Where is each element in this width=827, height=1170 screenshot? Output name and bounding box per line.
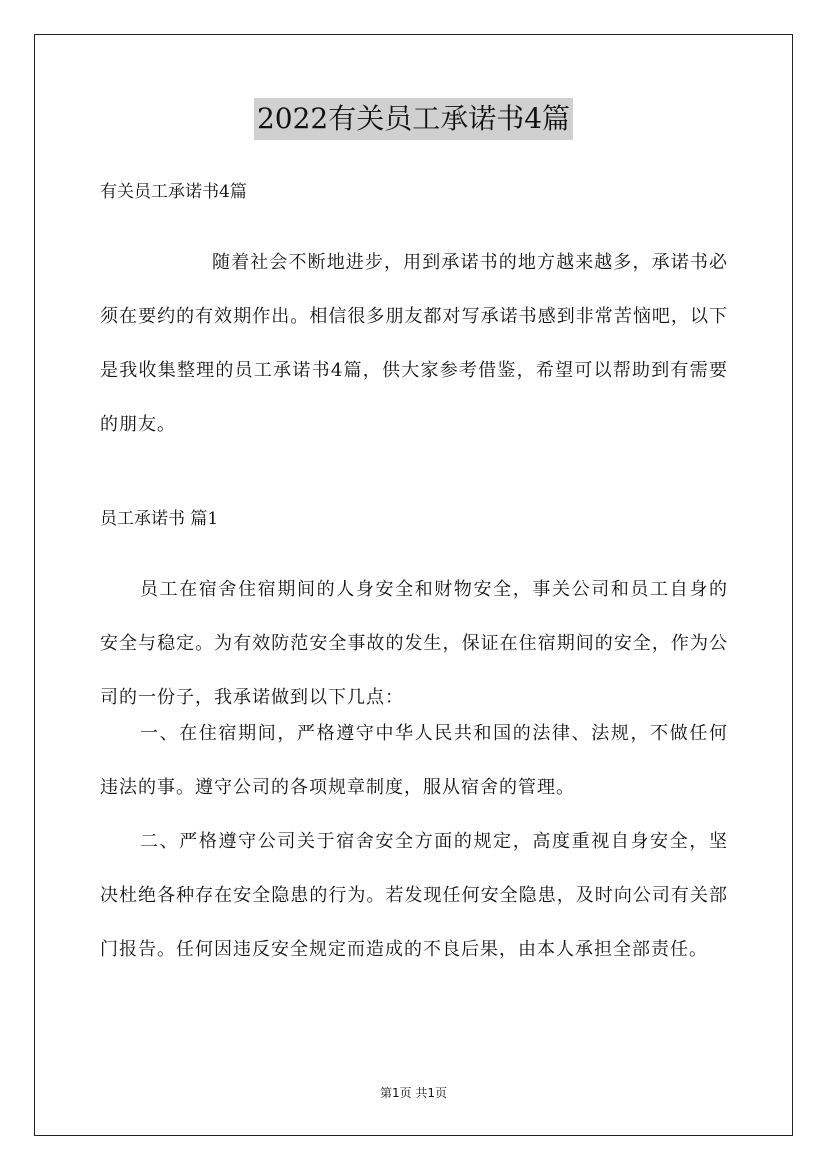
document-title: 2022有关员工承诺书4篇: [254, 98, 573, 140]
section-heading: 员工承诺书 篇1: [100, 509, 219, 529]
intro-paragraph: 随着社会不断地进步，用到承诺书的地方越来越多，承诺书必须在要约的有效期作出。相信很多朋友都对写承诺书感到非常苦恼吧，以下是我收集整理的员工承诺书4篇，供大家参考借鉴，希望可以帮助到有需要的朋友。: [100, 252, 728, 435]
document-subtitle: 有关员工承诺书4篇: [100, 182, 247, 202]
body-paragraph-2: 一、在住宿期间，严格遵守中华人民共和国的法律、法规，不做任何违法的事。遵守公司的各项规章制度，服从宿舍的管理。: [100, 723, 728, 798]
page-footer: 第1页 共1页: [379, 1086, 448, 1100]
title-container: [0, 98, 827, 140]
body-paragraph-3: 二、严格遵守公司关于宿舍安全方面的规定，高度重视自身安全，坚决杜绝各种存在安全隐患的行为。若发现任何安全隐患，及时向公司有关部门报告。任何因违反安全规定而造成的不良后果，由本人承担全部责任。: [100, 831, 728, 960]
body-paragraph-1: 员工在宿舍住宿期间的人身安全和财物安全，事关公司和员工自身的安全与稳定。为有效防范安全事故的发生，保证在住宿期间的安全，作为公司的一份子，我承诺做到以下几点：: [100, 579, 728, 708]
